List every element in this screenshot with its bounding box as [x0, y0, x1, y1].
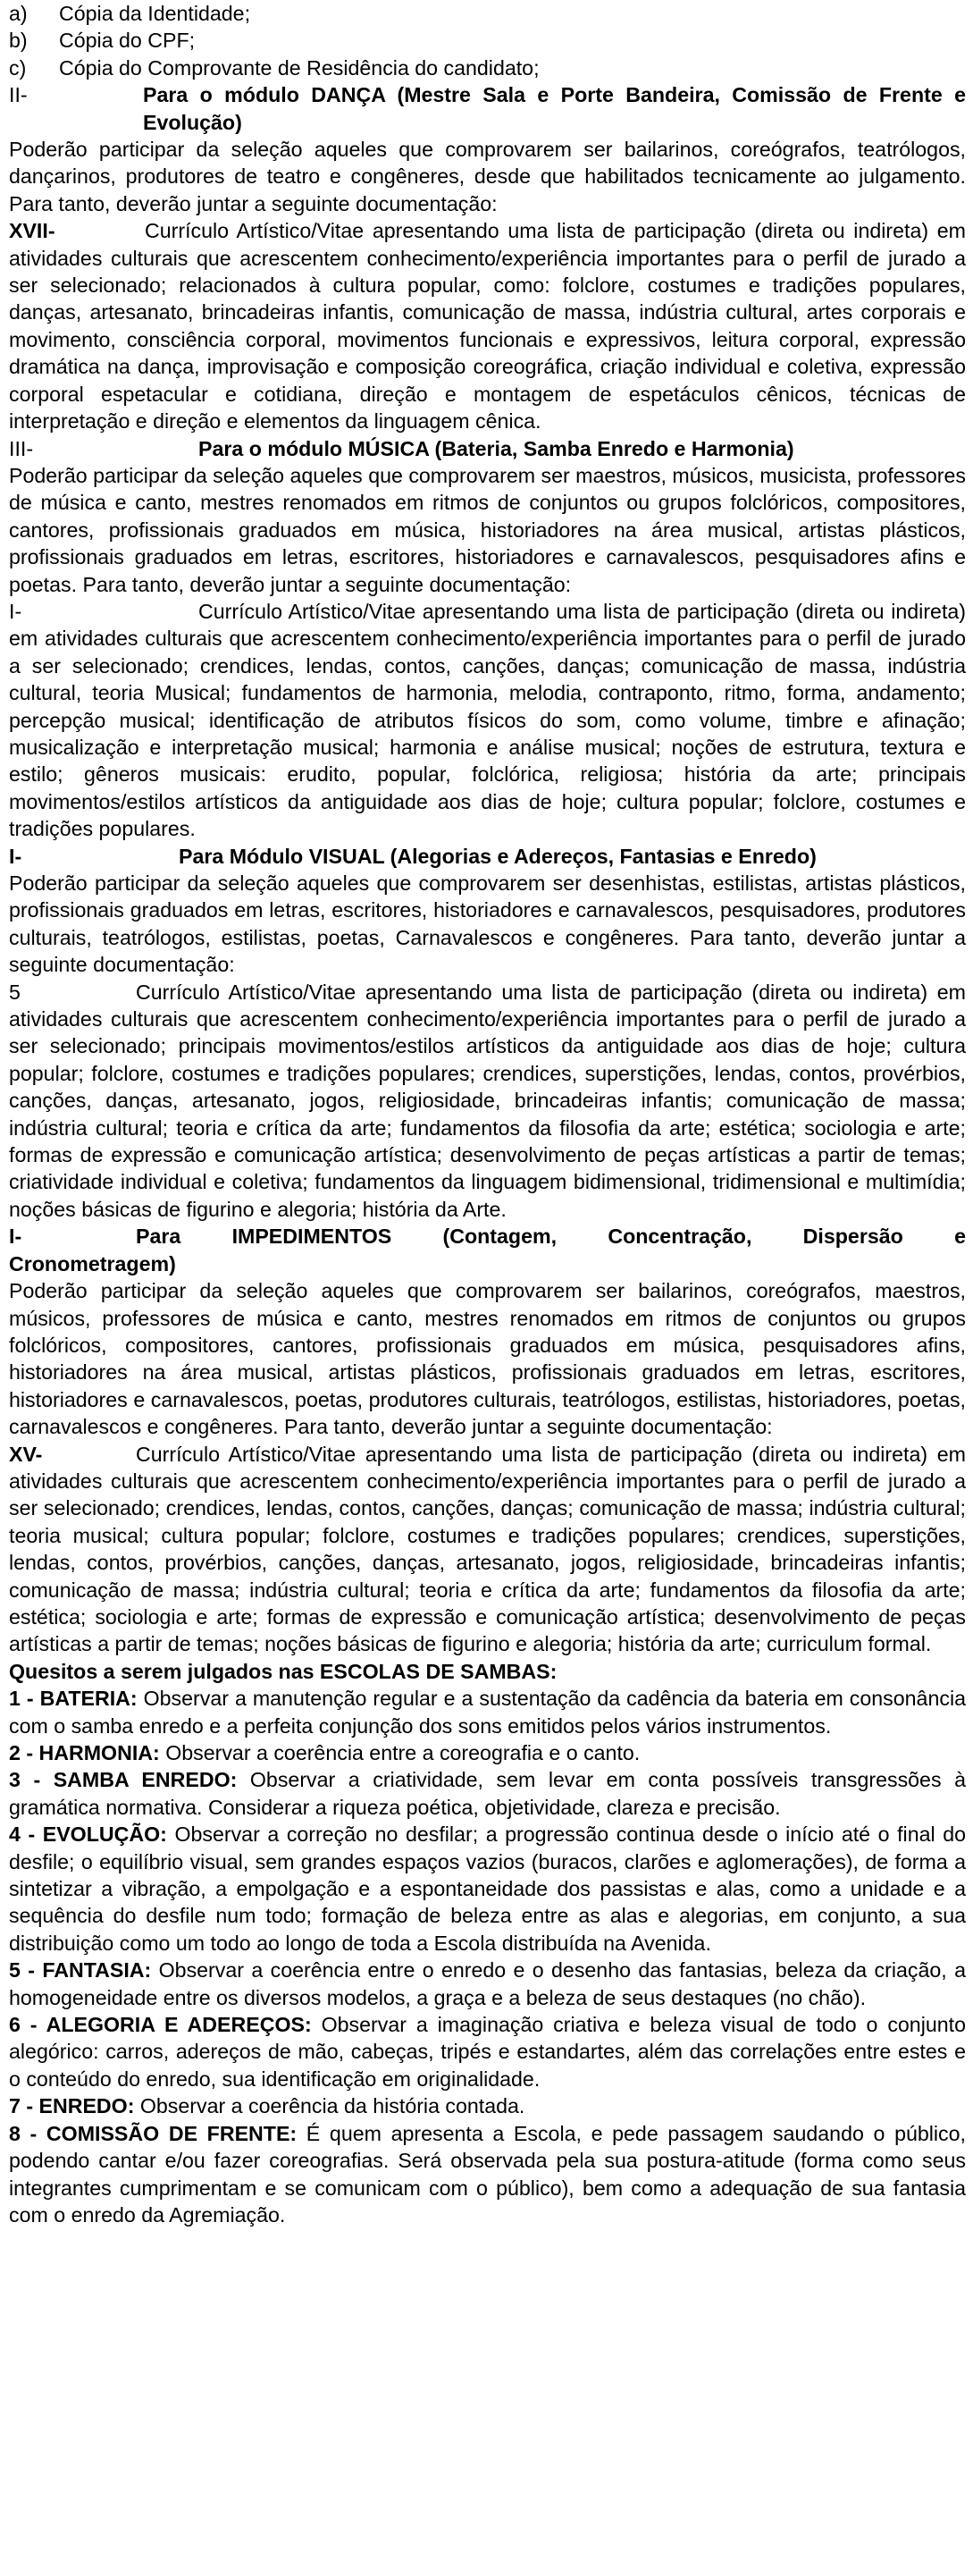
section-number: I- [9, 844, 22, 868]
section-heading-musica [9, 435, 966, 462]
section-number: III- [9, 436, 34, 460]
cv-number: I- [9, 599, 22, 623]
list-marker: a) [9, 2, 28, 25]
list-text: Cópia do CPF; [59, 29, 196, 53]
list-item-c [9, 55, 966, 81]
cv-text: Currículo Artístico/Vitae apresentando uma lista de participação (direta ou indireta) em atividades culturais que acrescentem conhecimento/experiência importantes para o perfil de jurado a ser selecionado; relacionados à cultura popular, como: folclore, costumes e tradições populares, danças, artesanato, brincadeiras infantis, comunicação de massa, indústria cultural, artes corporais e movimento, consciência corporal, movimentos funcionais e expressivos, leitura corporal, expressão dramática na dança, improvisação e composição coreográfica, criação individual e coletiva, expressão corporal espetacular e cotidiana, direção e montagem de espetáculos cênicos, técnicas de interpretação e direção e elementos da linguagem cênica. [9, 219, 966, 434]
section-heading-visual [9, 843, 966, 870]
cv-text: Currículo Artístico/Vitae apresentando uma lista de participação (direta ou indireta) em atividades culturais que acrescentem conhecimento/experiência importantes para o perfil de jurado a ser selecionado; principais movimentos/estilos artísticos da antiguidade aos dias de hoje; cultura popular; folclore, costumes e tradições populares; crendices, superstições, lendas, contos, provérbios, canções, danças, artesanato, jogos, religiosidade, brincadeiras infantis; comunicação de massa; indústria cultural; teoria e crítica da arte; fundamentos da filosofia da arte; estética; sociologia e arte; formas de expressão e comunicação artística; desenvolvimento de peças artísticas a partir de temas; criatividade individual e coletiva; fundamentos da linguagem bidimensional, tridimensional e multimídia; noções básicas de figurino e alegoria; história da Arte. [9, 980, 966, 1221]
quesito-text: Observar a coerência entre o enredo e o desenho das fantasias, beleza da criação, a homogeneidade entre os diversos modelos, a graça e a beleza de seus destaques (no chão). [9, 1958, 966, 2009]
section-heading-danca [9, 81, 966, 136]
quesito-item [9, 1766, 966, 1821]
list-marker: b) [9, 29, 28, 53]
cv-number: 5 [9, 980, 21, 1004]
quesito-text: Observar a coerência da história contada. [134, 2094, 525, 2118]
section-heading-impedimentos [9, 1223, 966, 1250]
cv-item-danca [9, 217, 966, 434]
section-number: I- [9, 1225, 22, 1249]
cv-number: XVII- [9, 219, 55, 243]
section-body-impedimentos: Poderão participar da seleção aqueles que comprovarem ser bailarinos, coreógrafos, maestros, músicos, professores de música e canto, mestres renomados em ritmos de conjuntos ou grupos folclóricos, compositores, cantores, profissionais graduados em música, pesquisadores afins, historiadores na área musical, artistas plásticos, profissionais graduados em letras, escritores, historiadores e carnavalescos, poetas, produtores culturais, teatrólogos, estilistas, historiadores, poetas, carnavalescos e congêneres. Para tanto, deverão juntar a seguinte documentação: [9, 1279, 966, 1439]
section-body-danca: Poderão participar da seleção aqueles que comprovarem ser bailarinos, coreógrafos, teatrólogos, dançarinos, produtores de teatro e congêneres, desde que habilitados tecnicamente ao julgamento. Para tanto, deverão juntar a seguinte documentação: [9, 138, 966, 215]
quesito-label: 2 - HARMONIA: [9, 1741, 160, 1764]
quesito-item [9, 1957, 966, 2011]
quesito-label: 7 - ENREDO: [9, 2094, 135, 2118]
quesito-label: 5 - FANTASIA: [9, 1958, 152, 1983]
quesito-item [9, 2092, 966, 2119]
list-item-a [9, 0, 966, 27]
quesito-text: Observar a coerência entre a coreografia e o canto. [159, 1741, 641, 1764]
quesito-item [9, 2120, 966, 2229]
quesito-item [9, 1821, 966, 1957]
cv-item-musica [9, 598, 966, 843]
section-body-visual: Poderão participar da seleção aqueles que comprovarem ser desenhistas, estilistas, artistas plásticos, profissionais graduados em letras, escritores, historiadores e carnavalescos, pesquisadores, produtores culturais, teatrólogos, estilistas, poetas, Carnavalescos e congêneres. Para tanto, deverão juntar a seguinte documentação: [9, 871, 966, 977]
section-title: Para Módulo VISUAL (Alegorias e Adereços, Fantasias e Enredo) [179, 844, 817, 868]
section-title: Para o módulo DANÇA (Mestre Sala e Porte Bandeira, Comissão de Frente e Evolução) [143, 83, 966, 134]
quesito-label: 1 - BATERIA: [9, 1687, 138, 1711]
list-text: Cópia da Identidade; [59, 2, 251, 25]
quesito-label: 8 - COMISSÃO DE FRENTE: [9, 2121, 298, 2145]
section-number: II- [9, 83, 28, 107]
list-marker: c) [9, 55, 27, 80]
section-body-musica: Poderão participar da seleção aqueles que comprovarem ser maestros, músicos, musicista, professores de música e canto, mestres renomados em ritmos de conjuntos ou grupos folclóricos, compositores, cantores, profissionais graduados em música, historiadores na área musical, artistas plásticos, profissionais graduados em letras, escritores, historiadores e carnavalescos, pesquisadores afins e poetas. Para tanto, deverão juntar a seguinte documentação: [9, 463, 966, 596]
quesito-text: Observar a manutenção regular e a sustentação da cadência da bateria em consonância com o samba enredo e a perfeita conjunção dos sons emitidos pelos vários instrumentos. [9, 1687, 966, 1738]
quesito-label: 6 - ALEGORIA E ADEREÇOS: [9, 2013, 312, 2037]
quesito-item [9, 2011, 966, 2092]
cv-text: Currículo Artístico/Vitae apresentando uma lista de participação (direta ou indireta) em atividades culturais que acrescentem conhecimento/experiência importantes para o perfil de jurado a ser selecionado; crendices, lendas, contos, canções, danças; comunicação de massa; indústria cultural; teoria musical; cultura popular; folclore, costumes e tradições populares; crendices, superstições, lendas, contos, provérbios, canções, danças, artesanato, jogos, religiosidade, brincadeiras infantis; comunicação de massa; indústria cultural; teoria e crítica da arte; fundamentos da filosofia da arte; estética; sociologia e arte; formas de expressão e comunicação artística; desenvolvimento de peças artísticas a partir de temas; noções básicas de figurino e alegoria; história da arte; curriculum formal. [9, 1442, 966, 1656]
quesito-item [9, 1685, 966, 1739]
list-text: Cópia do Comprovante de Residência do candidato; [59, 55, 540, 80]
quesito-label: 4 - EVOLUÇÃO: [9, 1823, 167, 1847]
section-title-line1: Para IMPEDIMENTOS (Contagem, Concentração, Dispersão e [136, 1225, 966, 1249]
quesito-label: 3 - SAMBA ENREDO: [9, 1768, 238, 1792]
quesito-text: Observar a criatividade, sem levar em conta possíveis transgressões à gramática normativa. Considerar a riqueza poética, objetividade, clareza e precisão. [9, 1768, 966, 1819]
cv-text: Currículo Artístico/Vitae apresentando uma lista de participação (direta ou indireta) em atividades culturais que acrescentem conhecimento/experiência importantes para o perfil de jurado a ser selecionado; crendices, lendas, contos, canções, danças; comunicação de massa, indústria cultural, teoria Musical; fundamentos de harmonia, melodia, contraponto, ritmo, forma, andamento; percepção musical; identificação de atributos físicos do som, como volume, timbre e afinação; musicalização e interpretação musical; harmonia e análise musical; noções de estrutura, textura e estilo; gêneros musicais: erudito, popular, folclórica, religiosa; história da arte; principais movimentos/estilos artísticos da antiguidade aos dias de hoje; cultura popular; folclore, costumes e tradições populares. [9, 599, 966, 841]
section-title: Para o módulo MÚSICA (Bateria, Samba Enredo e Harmonia) [198, 436, 794, 460]
quesito-text: É quem apresenta a Escola, e pede passagem saudando o público, podendo cantar e/ou fazer coreografias. Será observada pela sua postura-atitude (forma como seus integrantes cumprimentam e se comunicam com o público), bem como a adequação de sua fantasia com o enredo da Agremiação. [9, 2121, 966, 2227]
list-item-b [9, 27, 966, 54]
section-title-line2: Cronometragem) [9, 1251, 176, 1275]
quesito-text: Observar a correção no desfilar; a progressão continua desde o início até o final do desfile; o equilíbrio visual, sem grandes espaços vazios (buracos, clarões e aglomerações), de forma a sintetizar a vibração, a empolgação e a espontaneidade dos passistas e alas, como a unidade e a sequência do desfile num todo; formação de beleza entre as alas e alegorias, em conjunto, a sua distribuição como um todo ao longo de toda a Escola distribuída na Avenida. [9, 1823, 966, 1955]
quesito-text: Observar a imaginação criativa e beleza visual de todo o conjunto alegórico: carros, adereços de mão, cabeças, tripés e estandartes, além das correlações entre estes e o conteúdo do enredo, sua identificação em originalidade. [9, 2013, 966, 2091]
quesito-item [9, 1739, 966, 1766]
quesitos-heading: Quesitos a serem julgados nas ESCOLAS DE SAMBAS: [9, 1659, 558, 1683]
cv-number: XV- [9, 1442, 43, 1466]
cv-item-impedimentos [9, 1441, 966, 1658]
cv-item-visual [9, 979, 966, 1224]
